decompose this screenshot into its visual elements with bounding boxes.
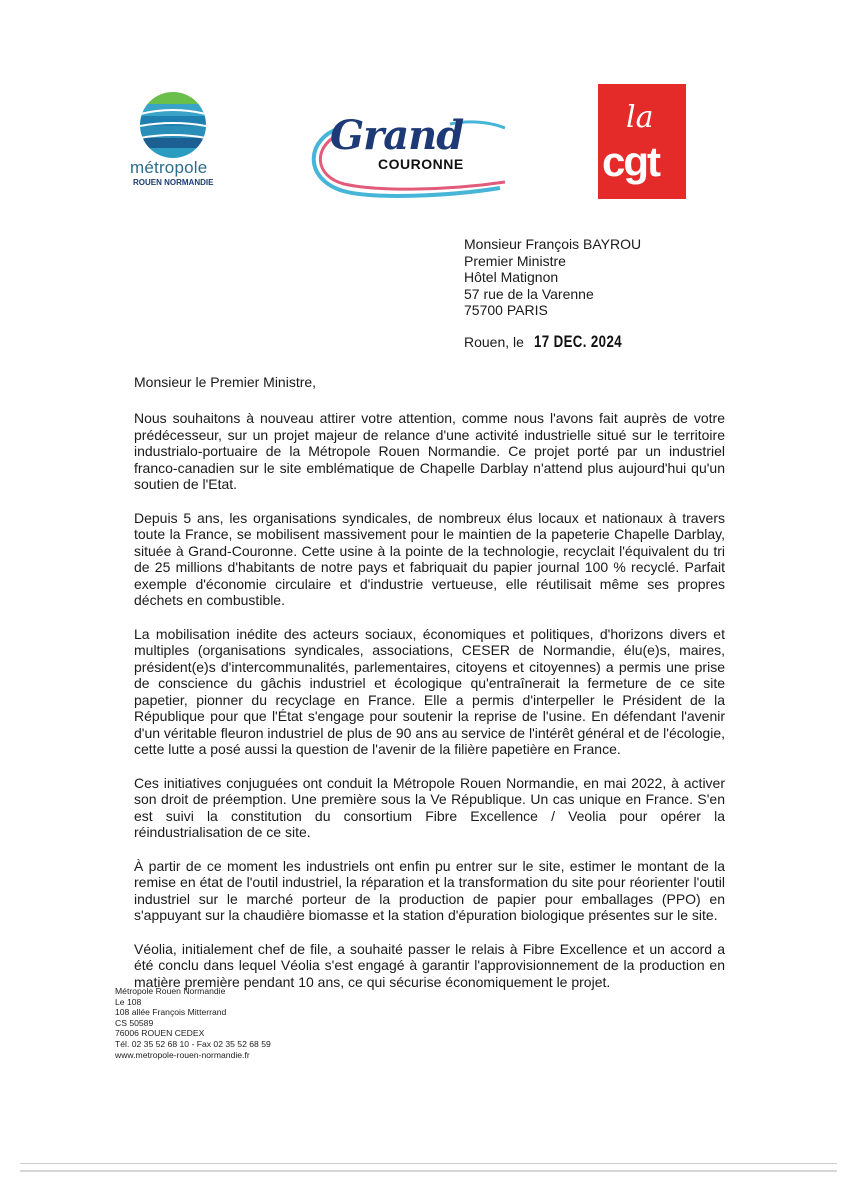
footer-website[interactable]: www.metropole-rouen-normandie.fr <box>115 1049 250 1060</box>
letter-body <box>134 410 725 1007</box>
recipient-line: 75700 PARIS <box>464 302 548 319</box>
footer-line: 108 allée François Mitterrand <box>115 1007 227 1018</box>
cgt-la: la <box>626 100 654 135</box>
grand-couronne-word: Grand <box>330 112 464 159</box>
metropole-name: métropole <box>130 158 208 177</box>
paragraph: Véolia, initialement chef de file, a souhaité passer le relais à Fibre Excellence et un accord a été conclu dans lequel Véolia s'est engagé à garantir l'approvisionnement de la production en matière première pendant 10 ans, ce qui sécurise économiquement le projet. <box>134 940 725 990</box>
page-edge-line <box>20 1170 837 1172</box>
footer-line: Métropole Rouen Normandie <box>115 986 226 996</box>
metropole-globe-icon <box>140 92 206 158</box>
paragraph: Ces initiatives conjuguées ont conduit la Métropole Rouen Normandie, en mai 2022, à activer son droit de préemption. Une première sous la Ve République. Un cas unique en France. S'en est suivi la constitution du consortium Fibre Excellence / Veolia pour opérer la réindustrialisation de ce site. <box>134 774 725 840</box>
metropole-subtitle: ROUEN NORMANDIE <box>133 178 214 187</box>
date-prefix: Rouen, le <box>464 334 524 350</box>
paragraph: À partir de ce moment les industriels ont enfin pu entrer sur le site, estimer le montant de la remise en état de l'outil industriel, la réparation et la transformation du site pour réorienter l'outil industriel sur le marché porteur de la production de papier pour emballages (PPO) en s'appuyant sur la chaudière biomasse et la station d'épuration biologique présentes sur le site. <box>134 857 725 923</box>
cgt-logo <box>598 84 686 199</box>
date-line <box>464 332 647 352</box>
footer-line: Le 108 <box>115 996 142 1007</box>
date-stamp: 17 DEC. 2024 <box>533 332 622 351</box>
cgt-main: cgt <box>602 138 659 185</box>
recipient-line: Hôtel Matignon <box>464 269 559 286</box>
salutation: Monsieur le Premier Ministre, <box>134 374 317 390</box>
paragraph: Depuis 5 ans, les organisations syndicales, de nombreux élus locaux et nationaux à travers toute la France, se mobilisent massivement pour le maintien de la papeterie Chapelle Darblay, située à Grand-Couronne. Cette usine à la pointe de la technologie, recyclait l'équivalent du tri de 25 millions d'habitants de notre pays et fabriquait du papier journal 100 % recyclé. Parfait exemple d'économie circulaire et d'industrie vertueuse, elle réutilisait même ses propres déchets en combustible. <box>134 509 725 608</box>
recipient-line: 57 rue de la Varenne <box>464 285 594 302</box>
footer-line: 76006 ROUEN CEDEX <box>115 1028 205 1039</box>
grand-couronne-sub: COURONNE <box>378 156 464 172</box>
recipient-address <box>464 236 641 319</box>
metropole-logo <box>130 92 225 192</box>
footer-line: Tél. 02 35 52 68 10 - Fax 02 35 52 68 59 <box>115 1038 271 1049</box>
recipient-line: Premier Ministre <box>464 252 566 269</box>
recipient-line: Monsieur François BAYROU <box>464 236 642 252</box>
footer-line: CS 50589 <box>115 1017 154 1028</box>
sender-footer <box>115 986 271 1060</box>
grand-couronne-logo <box>300 112 510 207</box>
page-edge-line <box>20 1163 837 1164</box>
paragraph: Nous souhaitons à nouveau attirer votre attention, comme nous l'avons fait auprès de votre prédécesseur, sur un projet majeur de relance d'une activité industrielle situé sur le territoire industrialo-portuaire de la Métropole Rouen Normandie. Ce projet porté par un industriel franco-canadien sur le site emblématique de Chapelle Darblay n'attend plus aujourd'hui qu'un soutien de l'Etat. <box>134 410 725 492</box>
paragraph: La mobilisation inédite des acteurs sociaux, économiques et politiques, d'horizons divers et multiples (organisations syndicales, associations, CESER de Normandie, élu(e)s, maires, président(e)s d'intercommunalités, parlementaires, citoyens et citoyennes) a permis une prise de conscience du gâchis industriel et écologique qu'entraînerait la fermeture de ce site papetier, pionner du recyclage en France. Elle a permis d'interpeller le Président de la République pour que l'État s'engage pour soutenir la reprise de l'usine. En défendant l'avenir d'un véritable fleuron industriel de plus de 90 ans au service de l'intérêt général et de l'écologie, cette lutte a posé aussi la question de l'avenir de la filière papetière en France. <box>134 625 725 757</box>
